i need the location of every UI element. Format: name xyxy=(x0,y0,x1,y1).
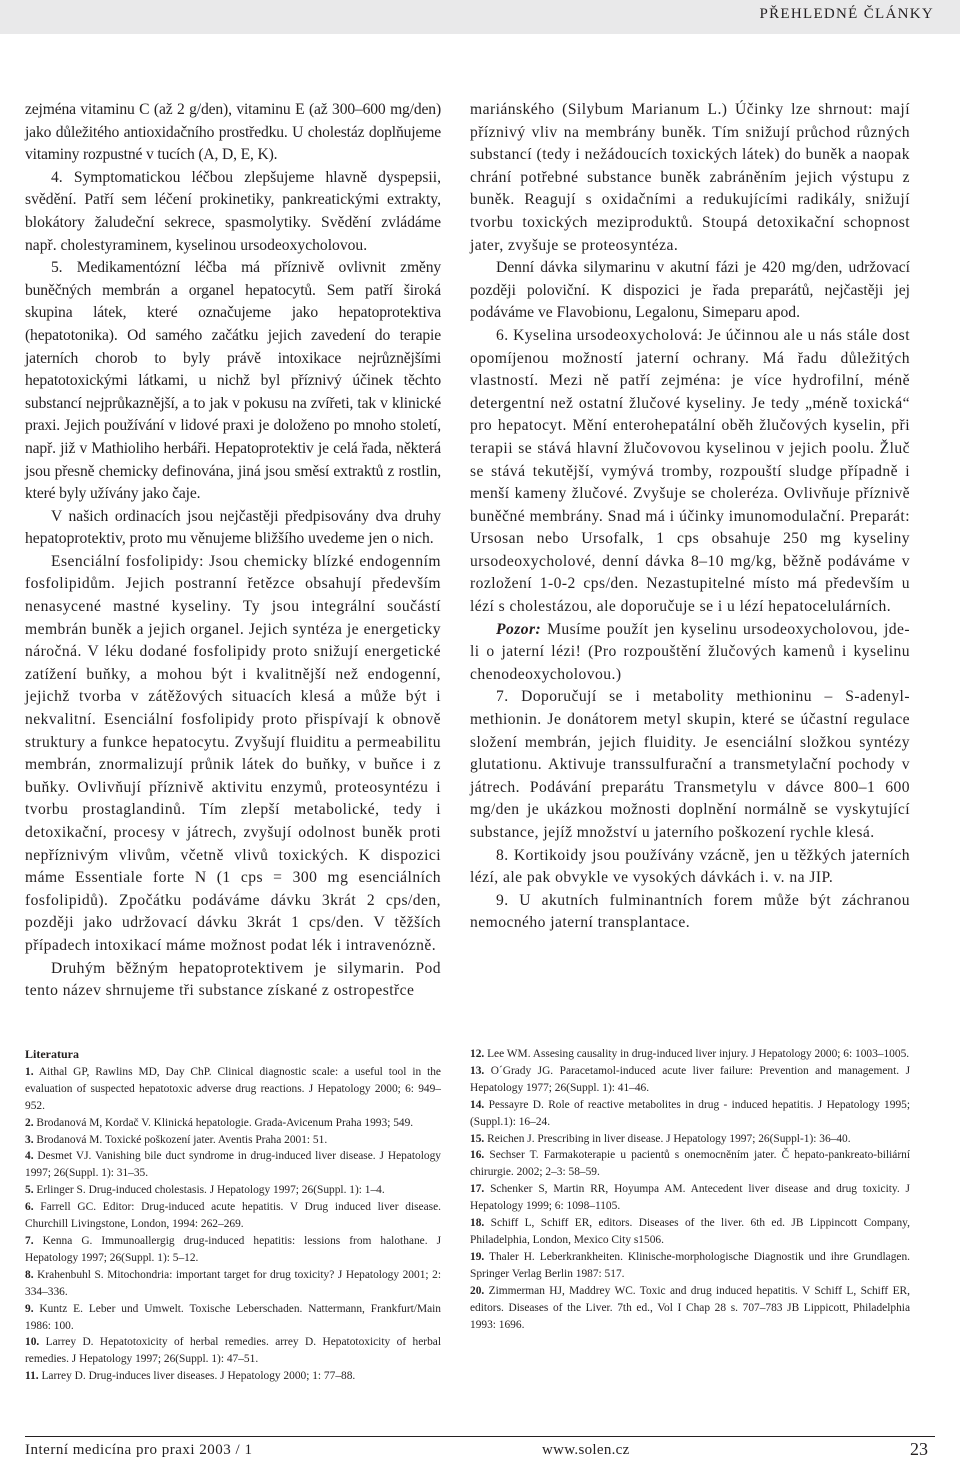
paragraph: 5. Medikamentózní léčba má příznivě ovlivnit změny buněčných membrán a organel hepatocytů. Sem patří široká skupina látek, které označujeme jako hepatoprotektiva (hepatotonika). Od samého začátku jejich zavedení do terapie jaterních chorob to byly právě intoxikace nejrůznějšími hepatotoxickými látkami, u nichž byl příznivý účinek těchto substancí nejprůkaznější, a to jak v pokusu na zvířeti, tak v klinické praxi. Jejich používání v lidové praxi je doloženo po mnoho století, např. již v Mathioliho herbáři. Hepatoprotektiv je celá řada, některá jsou přesně chemicky definována, jiná jsou směsí extraktů z rostlin, které byly užívány jako čaje. xyxy=(25,259,441,503)
reference-number: 17. xyxy=(470,1183,485,1196)
references-left xyxy=(25,1046,441,1385)
reference-number: 6. xyxy=(25,1201,34,1214)
paragraph: 9. U akutních fulminantních forem může být záchranou nemocného jaterní transplantace. xyxy=(470,891,910,932)
footer-url[interactable]: www.solen.cz xyxy=(542,1442,630,1458)
reference-item xyxy=(25,1267,441,1301)
references-right xyxy=(470,1046,910,1333)
reference-number: 7. xyxy=(25,1234,34,1247)
reference-item xyxy=(470,1097,910,1131)
reference-item xyxy=(470,1147,910,1181)
reference-text: Schenker S, Martin RR, Hoyumpa AM. Antecedent liver disease and drug toxicity. J Hepatology 1999; 6: 1098–1105. xyxy=(470,1183,910,1213)
header-bar xyxy=(0,0,960,34)
reference-text: Aithal GP, Rawlins MD, Day ChP. Clinical diagnostic scale: a useful tool in the evaluation of suspected hepatotoxic adverse drug reactions. J Hepatology 2000; 6: 949–952. xyxy=(25,1065,441,1112)
reference-number: 12. xyxy=(470,1048,485,1060)
references-list xyxy=(25,1064,441,1385)
reference-text: Reichen J. Prescribing in liver disease. J Hepatology 1997; 26(Suppl-1): 36–40. xyxy=(484,1132,851,1145)
paragraph-warning xyxy=(470,619,910,687)
reference-number: 19. xyxy=(470,1250,485,1263)
reference-number: 16. xyxy=(470,1149,485,1162)
paragraph: Druhým běžným hepatoprotektivem je silymarin. Pod tento název shrnujeme tři substance získané z ostropestřce xyxy=(25,959,441,1000)
reference-item xyxy=(470,1215,910,1249)
reference-number: 8. xyxy=(25,1268,34,1281)
reference-number: 11. xyxy=(25,1370,39,1383)
reference-item xyxy=(25,1334,441,1368)
paragraph: V našich ordinacích jsou nejčastěji předpisovány dva druhy hepatoprotektiv, proto mu věnujeme bližšího uvedeme jen o nich. xyxy=(25,507,441,548)
reference-text: Zimmerman HJ, Maddrey WC. Toxic and drug induced hepatitis. V Schiff L, Schiff ER, editors. Diseases of the Liver. 7th ed., Vol I Chap 28 s. 707–783 JB Lippicott, Philadelphia 1993: 1696. xyxy=(470,1284,910,1331)
article-column-left xyxy=(25,99,441,1003)
paragraph: 7. Doporučují se i metabolity methioninu – S-adenyl-methionin. Je donátorem metyl skupin, které se účastní regulace složení membrán, jejich fluidity. Je esenciální složkou syntézy glutationu. Aktivuje transsulfurační a transmetylační pochody v játrech. Podávání preparátu Transmetylu v dávce 800–1 600 mg/den je ukázkou možnosti doplnění normálně se vyskytující substance, jejíž množství u jaterního poškození rychle klesá. xyxy=(470,688,910,841)
reference-item xyxy=(25,1148,441,1182)
paragraph: 6. Kyselina ursodeoxycholová: Je účinnou ale u nás stále dost opomíjenou možností jaterní ochrany. Má řadu důležitých vlastností. Mezi ně patří zejména: je více hydrofilní, méně detergentní než ostatní žlučové kyseliny. Je tedy „méně toxická“ pro hepatocyt. Mění enterohepatální oběh žlučových kyselin, při terapii se stává hlavní žlučovovou kyselinou v jejich poolu. Žluč se stává tekutější, vymývá tromby, rozpouští sludge případně i menší kameny žlučové. Zvyšuje se choleréza. Ovlivňuje příznivě buněčné membrány. Snad má i účinky imunomodulační. Preparát: Ursosan nebo Ursofalk, 1 cps obsahuje 250 mg kyseliny ursodeoxycholové, denní dávka 8–10 mg/kg, běžně podáváme v rozložení 1-0-2 cps/den. Nezastupitelné místo má především u lézí s cholestázou, ale doporučuje se i u lézí hepatocelulárních. xyxy=(470,326,910,616)
reference-text: Brodanová M, Kordač V. Klinická hepatologie. Grada-Avicenum Praha 1993; 549. xyxy=(33,1116,414,1129)
reference-item xyxy=(470,1046,910,1063)
reference-number: 15. xyxy=(470,1132,485,1145)
reference-text: Erlinger S. Drug-induced cholestasis. J Hepatology 1997; 26(Suppl. 1): 1–4. xyxy=(33,1184,385,1197)
paragraph: Esenciální fosfolipidy: Jsou chemicky blízké endogenním fosfolipidům. Jejich postranní řetězce obsahují především nenasycené mastné kyseliny. Ty jsou integrální součástí membrán buněk a jejich organel. Jejich syntéza je energeticky náročná. V léku dodané fosfolipidy proto snižují energetické zatížení buňky, a mohou být i kvalitnější než endogenní, jejichž tvorba v zátěžových situacích klesá a může být i nekvalitní. Esenciální fosfolipidy proto přispívají k obnově struktury a funkce hepatocytu. Zvyšují fluiditu a permeabilitu membrán, znormalizují průnik látek do buňky, v buňce i z buňky. Ovlivňují příznivě aktivitu enzymů, proteosyntézu i tvorbu prostaglandinů. Tím zlepší metabolické, tedy i detoxikační, procesy v játrech, zvyšují odolnost buněk proti nepříznivým vlivům, včetně vlivů toxických. K dispozici máme Essentiale forte N (1 cps = 300 mg esenciálních fosfolipidů). Zpočátku podáváme dávku 3krát 2 cps/den, později jako udržovací dávku 3krát 1 cps/den. V těžších případech intoxikací máme možnost podat lék i intravenózně. xyxy=(25,552,441,954)
reference-text: O´Grady JG. Paracetamol-induced acute liver failure: Prevention and management. J Hepatology 1977; 26(Suppl. 1): 41–46. xyxy=(470,1064,910,1094)
reference-text: Schiff L, Schiff ER, editors. Diseases of the liver. 6th ed. JB Lippincott Company, Philadelphia, London, Mexico City s1506. xyxy=(470,1217,910,1246)
reference-item xyxy=(470,1181,910,1215)
reference-text: Sechser T. Farmakoterapie u pacientů s onemocněním jater. Č hepato-pankreato-biliární chirurgie. 2002; 2–3: 58–59. xyxy=(470,1149,910,1179)
paragraph: Denní dávka silymarinu v akutní fázi je 420 mg/den, udržovací později poloviční. K dispozici je řada preparátů, nejčastěji jej podáváme ve Flavobionu, Legalonu, Simeparu apod. xyxy=(470,259,910,322)
reference-item xyxy=(25,1368,441,1385)
reference-number: 3. xyxy=(25,1133,34,1146)
footer-divider xyxy=(25,1436,935,1437)
reference-text: Lee WM. Assesing causality in drug-induced liver injury. J Hepatology 2000; 6: 1003–1005. xyxy=(484,1048,910,1060)
reference-item xyxy=(25,1132,441,1149)
reference-item xyxy=(25,1233,441,1267)
reference-number: 5. xyxy=(25,1184,34,1197)
paragraph: zejména vitaminu C (až 2 g/den), vitaminu E (až 300–600 mg/den) jako důležitého antioxidačního prostředku. U cholestáz doplňujeme vitaminy rozpustné v tucích (A, D, E, K). xyxy=(25,101,441,164)
references-list xyxy=(470,1046,910,1333)
reference-number: 18. xyxy=(470,1217,485,1230)
reference-number: 20. xyxy=(470,1284,485,1297)
paragraph: 4. Symptomatickou léčbou zlepšujeme hlavně dyspepsii, svědění. Patří sem léčení prokinetiky, pankreatickými extrakty, blokátory žaludeční sekrece, spasmolytiky. Svědění zvládáme např. cholestyraminem, kyselinou ursodeoxycholovou. xyxy=(25,168,441,254)
reference-text: Larrey D. Drug-induces liver diseases. J Hepatology 2000; 1: 77–88. xyxy=(38,1370,356,1383)
reference-item xyxy=(470,1131,910,1148)
paragraph: mariánského (Silybum Marianum L.) Účinky lze shrnout: mají příznivý vliv na membrány buněk. Tím snižují průchod různých substancí (tedy i nežádoucích toxických látek) do buněk a naopak chrání potřebné substance buněk zabráněním jejich výstupu z buněk. Reagují s oxidačními a redukujícími radikály, snižují tvorbu toxických meziproduktů. Stoupá detoxikační schopnost jater, zvyšuje se proteosyntéza. xyxy=(470,101,910,254)
article-column-right xyxy=(470,99,910,935)
reference-item xyxy=(25,1199,441,1233)
reference-number: 13. xyxy=(470,1064,485,1077)
reference-item xyxy=(25,1301,441,1335)
reference-item xyxy=(470,1283,910,1334)
reference-number: 4. xyxy=(25,1150,34,1163)
reference-item xyxy=(470,1249,910,1283)
footer-journal: Interní medicína pro praxi 2003 / 1 xyxy=(25,1442,253,1458)
reference-number: 14. xyxy=(470,1098,485,1111)
reference-number: 10. xyxy=(25,1336,40,1349)
reference-text: Pessayre D. Role of reactive metabolites in drug - induced hepatitis. J Hepatology 1995; (Suppl.1): 16–24. xyxy=(470,1098,910,1128)
reference-item xyxy=(25,1115,441,1132)
paragraph: 8. Kortikoidy jsou používány vzácně, jen u těžkých jaterních lézí, ale pak obvykle ve vysokých dávkách i. v. na JIP. xyxy=(470,846,910,887)
reference-text: Brodanová M. Toxické poškození jater. Aventis Praha 2001: 51. xyxy=(33,1133,328,1146)
warning-text: Musíme použít jen kyselinu ursodeoxycholovou, jde-li o jaterní lézi! (Pro rozpouštění žlučových kamenů i kyselinu chenodeoxycholovou.) xyxy=(470,620,910,683)
reference-text: Kuntz E. Leber und Umwelt. Toxische Leberschaden. Nattermann, Frankfurt/Main 1986: 100. xyxy=(25,1302,441,1332)
warning-label: Pozor: xyxy=(496,620,542,638)
reference-number: 1. xyxy=(25,1065,34,1078)
reference-number: 2. xyxy=(25,1116,34,1129)
reference-item xyxy=(25,1064,441,1115)
reference-number: 9. xyxy=(25,1302,34,1315)
page-number: 23 xyxy=(910,1439,928,1459)
section-label: PŘEHLEDNÉ ČLÁNKY xyxy=(759,6,934,22)
reference-item xyxy=(470,1063,910,1097)
reference-text: Desmet VJ. Vanishing bile duct syndrome in drug-induced liver disease. J Hepatology 1997; 26(Suppl. 1): 31–35. xyxy=(25,1150,441,1180)
reference-text: Larrey D. Hepatotoxicity of herbal remedies. arrey D. Hepatotoxicity of herbal remedies. J Hepatology 1997; 26(Suppl. 1): 47–51. xyxy=(25,1336,441,1366)
reference-text: Krahenbuhl S. Mitochondria: important target for drug toxicity? J Hepatology 2001; 2: 334–336. xyxy=(25,1268,441,1298)
reference-text: Farrell GC. Editor: Drug-induced acute hepatitis. V Drug induced liver disease. Churchill Livingstone, London, 1994: 262–269. xyxy=(25,1201,441,1231)
reference-item xyxy=(25,1182,441,1199)
reference-text: Kenna G. Immunoallergig drug-induced hepatitis: lessions from halothane. J Hepatology 1997; 26(Suppl. 1): 5–12. xyxy=(25,1234,441,1264)
reference-text: Thaler H. Leberkrankheiten. Klinische-morphologische Diagnostik und ihre Grundlagen. Springer Verlag Berlin 1987: 517. xyxy=(470,1250,910,1280)
references-title: Literatura xyxy=(25,1047,79,1061)
